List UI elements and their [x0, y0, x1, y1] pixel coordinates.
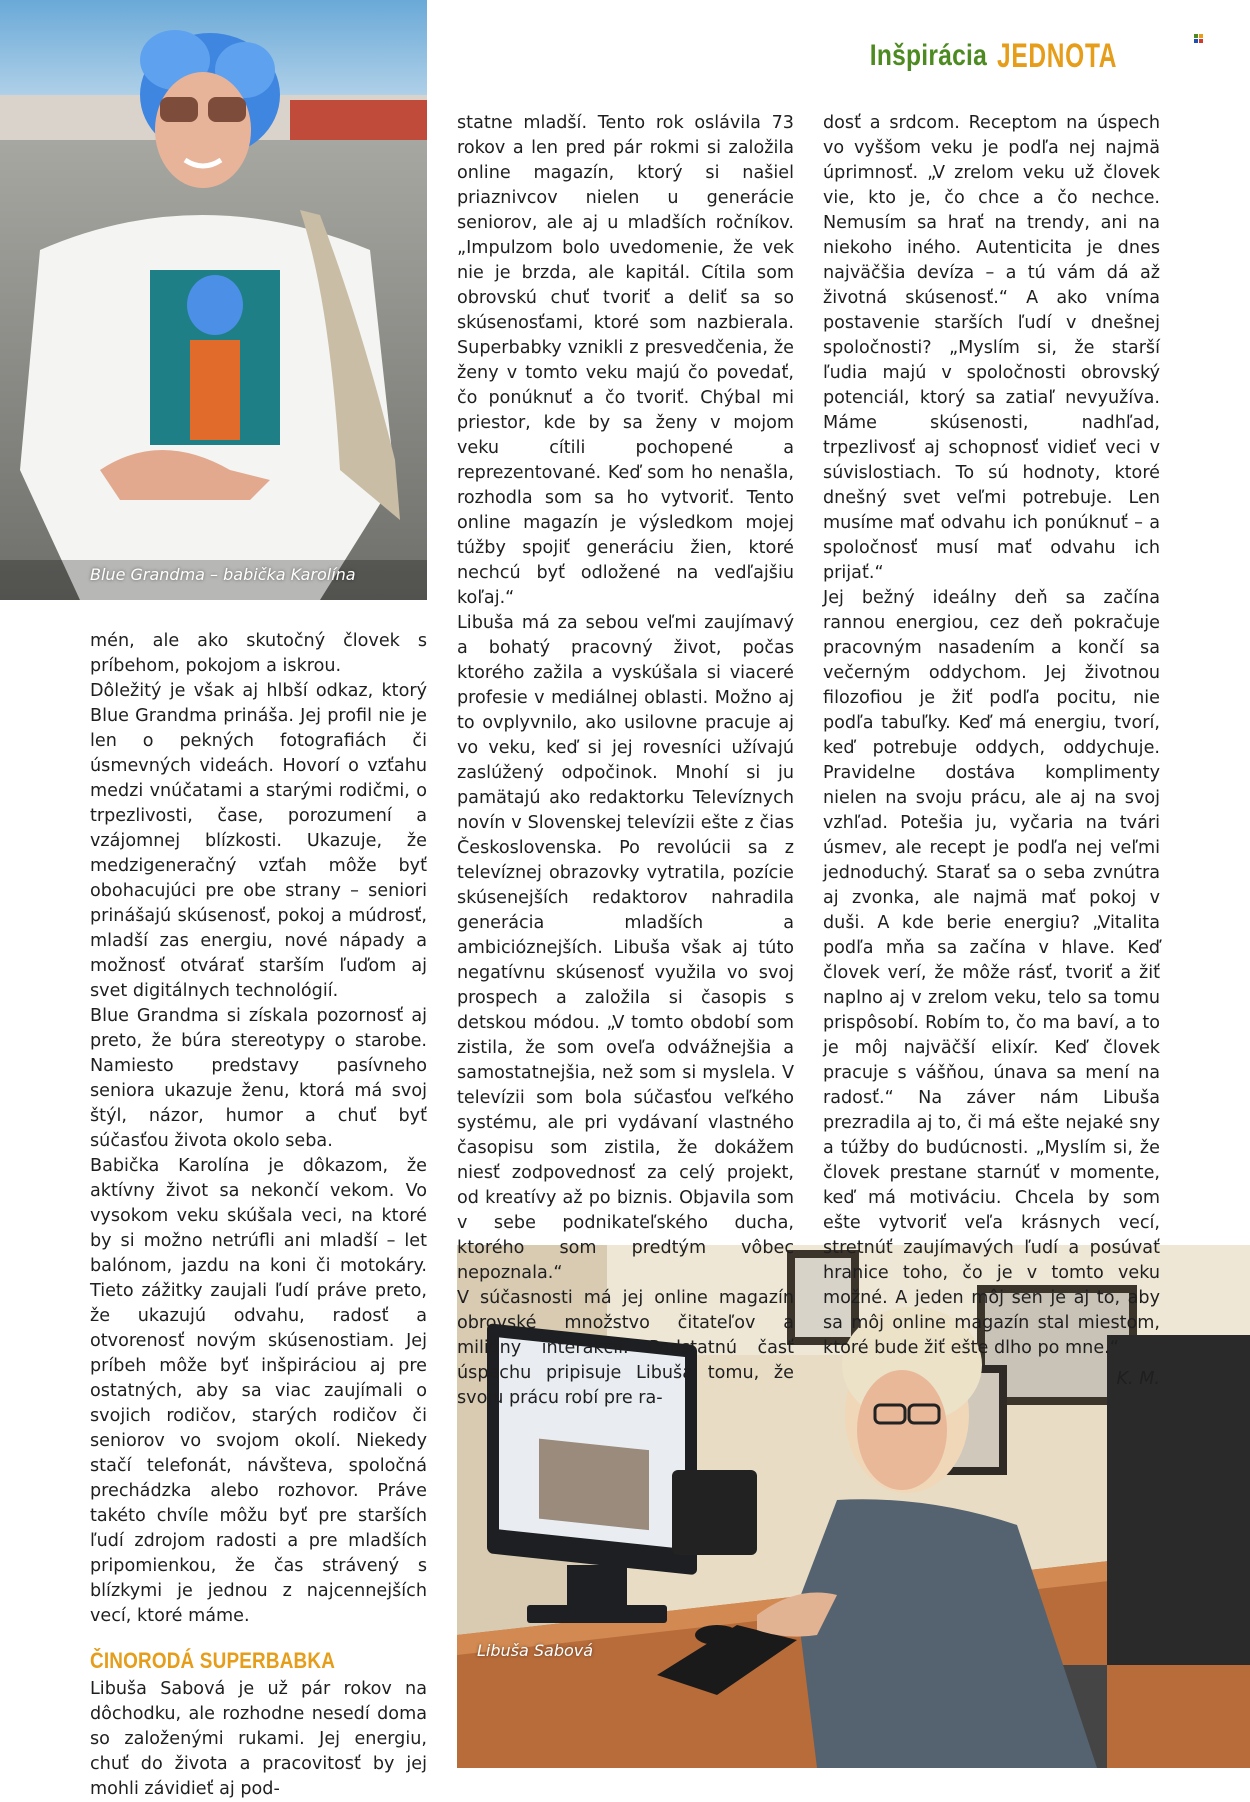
paragraph: V súčasnosti má jej online magazín obrovské množstvo čitateľov a milióny interakcií. Podstatnú časť úspechu pripisuje Libuša tomu, že svoju prácu robí pre ra- [457, 1288, 794, 1408]
paragraph: mén, ale ako skutočný človek s príbehom, pokojom a iskrou. [90, 631, 427, 676]
paragraph: Libuša Sabová je už pár rokov na dôchodku, ale rozhodne nesedí doma so založenými rukami. Jej energiu, chuť do života a pracovitosť by jej mohli závidieť aj pod- [90, 1679, 427, 1799]
paragraph: Dôležitý je však aj hlbší odkaz, ktorý Blue Grandma prináša. Jej profil nie je len o pekných fotografiách či úsmevných videách. Hovorí o vzťahu medzi vnúčatami a starými rodičmi, o trpezlivosti, čase, porozumení a vzájomnej blízkosti. Ukazuje, že medzigeneračný vzťah môže byť obohacujúci pre obe strany – seniori prinášajú skúsenosť, pokoj a múdrosť, mladší zas energiu, nové nápady a možnosť otvárať starším ľuďom aj svet digitálnych technológií. [90, 681, 427, 1001]
section-title: Inšpirácia [869, 39, 988, 72]
photo-caption: Libuša Sabová [477, 1641, 594, 1660]
article-column-2 [457, 111, 794, 1411]
article-column-1 [90, 629, 427, 1802]
paragraph: Jej bežný ideálny deň sa začína rannou energiou, cez deň pokračuje pracovným nasadením a končí sa večerným oddychom. Jej životnou filozofiou je žiť podľa pocitu, nie podľa tabuľky. Keď má energiu, tvorí, keď potrebuje oddych, oddychuje. Pravidelne dostáva komplimenty nielen na svoju prácu, ale aj na svoj vzhľad. Potešia ju, vyčaria na tvári úsmev, ale recept je podľa nej veľmi jednoduchý. Starať sa o seba zvnútra aj zvonka, ale najmä mať pokoj v duši. A kde berie energiu? „Vitalita podľa mňa sa začína v hlave. Keď človek verí, že môže rásť, tvoriť a žiť naplno aj v zrelom veku, telo sa tomu prispôsobí. Robím to, čo ma baví, a to je môj najväčší elixír. Keď človek pracuje s vášňou, únava sa mení na radosť.“ Na záver nám Libuša prezradila aj to, či má ešte nejaké sny a túžby do budúcnosti. „Myslím si, že človek prestane starnúť v momente, keď má motiváciu. Chcela by som ešte vytvoriť veľa krásnych vecí, stretnúť zaujímavých ľudí a posúvať hranice toho, čo je v tomto veku možné. A jeden môj sen je aj to, aby sa môj online magazín stal miestom, ktoré bude žiť ešte dlho po mne.“ [823, 588, 1160, 1358]
brand-dots-icon [1194, 34, 1206, 46]
photo-blue-grandma [0, 0, 427, 600]
article-column-3 [823, 111, 1160, 1392]
paragraph: Babička Karolína je dôkazom, že aktívny život sa nekončí vekom. Vo vysokom veku skúšala veci, na ktoré by si možno netrúfli ani mladší – let balónom, jazdu na koni či motokáry. Tieto zážitky zaujali ľudí práve preto, že ukazujú odvahu, radosť a otvorenosť novým skúsenostiam. Jej príbeh môže byť inšpiráciou aj pre ostatných, aby sa viac zaujímali o svojich rodičov, starých rodičov či seniorov vo svojom okolí. Niekedy stačí telefonát, návšteva, spoločná prechádzka alebo rozhovor. Práve takéto chvíle môžu byť pre starších ľudí zdrojom radosti a pre mladších pripomienkou, že čas strávený s blízkymi je jednou z najcennejších vecí, ktoré máme. [90, 1156, 427, 1626]
paragraph: statne mladší. Tento rok oslávila 73 rokov a len pred pár rokmi si založila online magazín, ktorý si našiel priaznivcov nielen u generácie seniorov, ale aj u mladších ročníkov. „Impulzom bolo uvedomenie, že vek nie je brzda, ale kapitál. Cítila som obrovskú chuť tvoriť a deliť sa so skúsenosťami, ktoré som nazbierala. Superbabky vznikli z presvedčenia, že ženy v tomto veku majú čo povedať, čo ponúknuť a čo tvoriť. Chýbal mi priestor, kde by sa ženy v mojom veku cítili pochopené a reprezentované. Keď som ho nenašla, rozhodla som sa ho vytvoriť. Tento online magazín je výsledkom mojej túžby spojiť generáciu žien, ktoré nechcú byť odložené na vedľajšiu koľaj.“ [457, 113, 794, 608]
author-signature: K. M. [1116, 1369, 1160, 1389]
paragraph: Blue Grandma si získala pozornosť aj preto, že búra stereotypy o starobe. Namiesto predstavy pasívneho seniora ukazuje ženu, ktorá má svoj štýl, názor, humor a chuť byť súčasťou života okolo seba. [90, 1006, 427, 1151]
page-header [844, 34, 1164, 78]
photo-blue-grandma-image [0, 0, 427, 600]
paragraph: Libuša má za sebou veľmi zaujímavý a bohatý pracovný život, počas ktorého zažila a vyskúšala si viaceré profesie v mediálnej oblasti. Možno aj to ovplyvnilo, ako usilovne pracuje aj vo veku, keď si jej rovesníci užívajú zaslúžený odpočinok. Mnohí si ju pamätajú ako redaktorku Televíznych novín v Slovenskej televízii ešte z čias Československa. Po revolúcii sa z televíznej obrazovky vytratila, pozície skúsenejších redaktorov nahradila generácia mladších a ambicióznejších. Libuša však aj túto negatívnu skúsenosť využila vo svoj prospech a založila si časopis s detskou módou. „V tomto období som zistila, že som oveľa odvážnejšia a samostatnejšia, než som si myslela. V televízii som bola súčasťou veľkého systému, ale pri vydávaní vlastného časopisu som zistila, že dokážem niesť zodpovednosť za celý projekt, od kreatívy až po biznis. Objavila som v sebe podnikateľského ducha, ktorého som predtým vôbec nepoznala.“ [457, 613, 794, 1283]
brand-logo: JEDNOTA [997, 36, 1118, 75]
photo-caption: Blue Grandma – babička Karolína [90, 565, 356, 584]
paragraph: dosť a srdcom. Receptom na úspech vo vyššom veku je podľa nej najmä úprimnosť. „V zrelom veku už človek vie, kto je, čo chce a čo nechce. Nemusím sa hrať na trendy, ani na niekoho iného. Autenticita je dnes najväčšia devíza – a tú vám dá až životná skúsenosť.“ A ako vníma postavenie starších ľudí v dnešnej spoločnosti? „Myslím si, že starší ľudia majú v spoločnosti obrovský potenciál, ktorý sa zatiaľ nevyužíva. Máme skúsenosti, nadhľad, trpezlivosť aj schopnosť vidieť veci v súvislostiach. To sú hodnoty, ktoré dnešný svet veľmi potrebuje. Len musíme mať odvahu ich ponúknuť – a spoločnosť musí mať odvahu ich prijať.“ [823, 113, 1160, 583]
subheading: ČINORODÁ SUPERBABKA [90, 1648, 336, 1673]
